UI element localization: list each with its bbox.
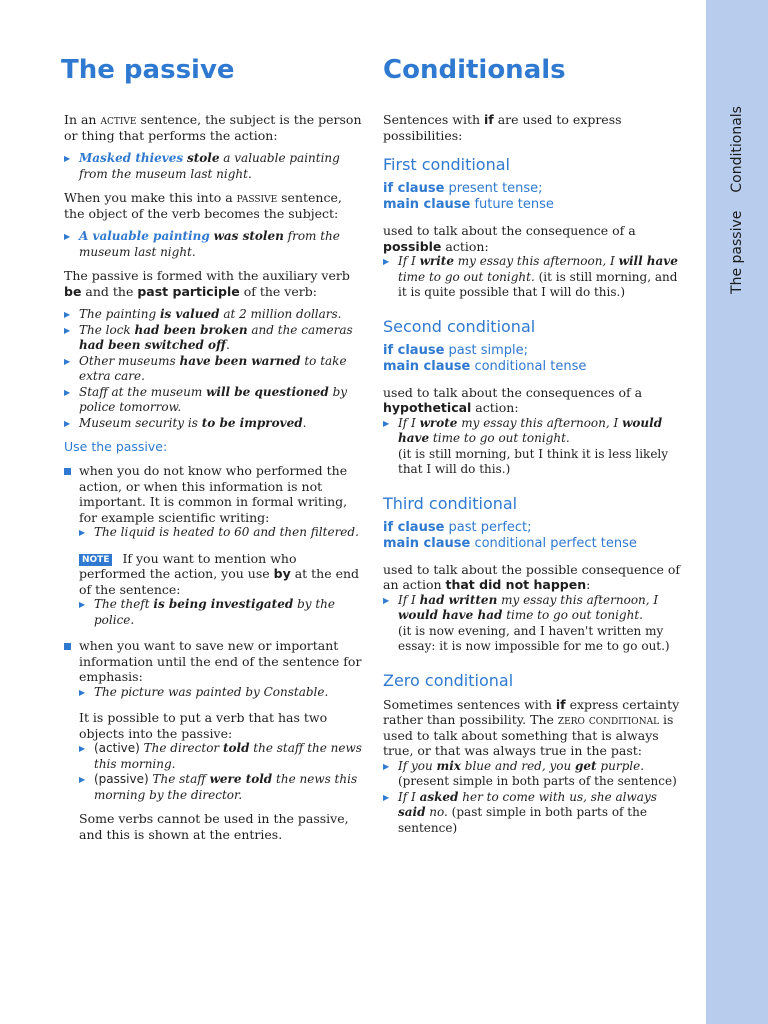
zero-example-1: ▶ If you mix blue and red, you get purple. (present simple in both parts of the sentence)	[383, 759, 683, 790]
side-tab-label	[729, 106, 745, 294]
third-example: ▶ If I had written my essay this afternoon, I would have had time to go out tonight. (it is now evening, and I haven't written my essay: it is now impossible for me to go out.)	[383, 593, 683, 655]
use-passive-heading: Use the passive:	[64, 439, 168, 454]
passive-para-2: When you make this into a passive sentence, the object of the verb becomes the subject:	[64, 190, 342, 221]
third-conditional-heading: Third conditional	[383, 493, 518, 513]
example-list-item: ▶ Other museums have been warned to take extra care.	[64, 354, 366, 385]
example-list-item: ▶ Museum security is to be improved.	[64, 416, 366, 432]
first-main-clause: main clause future tense	[383, 197, 554, 212]
second-description: used to talk about the consequences of a hypothetical action:	[383, 384, 643, 415]
use-bullet-2-text: when you want to save new or important information until the end of the sentence for emphasis:	[79, 638, 362, 684]
conditionals-column	[383, 52, 683, 836]
passive-column	[61, 52, 366, 850]
example-passive: ▶ A valuable painting was stolen from the museum last night.	[64, 229, 366, 260]
zero-description: Sometimes sentences with if express certainty rather than possibility. The zero conditional is used to talk about something that is always true, or that was always true in the past:	[383, 696, 680, 758]
note-badge: NOTE	[79, 554, 112, 566]
passive-title: The passive	[61, 55, 235, 85]
second-example: ▶ If I wrote my essay this afternoon, I would have time to go out tonight. (it is still morning, but I think it is less likely that I will do this.)	[383, 416, 683, 478]
use-bullet-2	[64, 638, 366, 700]
example-active: ▶ Masked thieves stole a valuable painting from the museum last night.	[64, 151, 366, 182]
third-if-clause: if clause past perfect;	[383, 519, 532, 535]
first-description: used to talk about the consequence of a possible action:	[383, 223, 636, 254]
use-bullet-1	[64, 463, 366, 541]
use-bullet-1-text: when you do not know who performed the action, or when this information is not important. It is common in formal writing, for example scientific writing:	[79, 463, 348, 525]
side-label-conditionals: Conditionals	[729, 106, 745, 193]
first-if-clause: if clause present tense;	[383, 181, 543, 196]
first-conditional-heading: First conditional	[383, 155, 510, 174]
side-label-passive: The passive	[729, 210, 745, 294]
third-description: used to talk about the possible consequence of an action that did not happen:	[383, 561, 680, 592]
passive-para-3: The passive is formed with the auxiliary verb be and the past participle of the verb:	[64, 268, 350, 299]
example-two-objects-active: ▶ (active) The director told the staff the news this morning.	[79, 741, 366, 772]
example-list-item: ▶ The painting is valued at 2 million dollars.	[64, 307, 366, 323]
first-example: ▶ If I write my essay this afternoon, I will have time to go out tonight. (it is still morning, and it is quite possible that I will do this.)	[383, 254, 683, 301]
conditionals-intro: Sentences with if are used to express possibilities:	[383, 112, 622, 143]
conditionals-title: Conditionals	[383, 55, 566, 85]
use-bullet-1-example: ▶ The liquid is heated to 60 and then filtered.	[79, 525, 366, 541]
second-conditional-heading: Second conditional	[383, 316, 536, 336]
zero-example-2: ▶ If I asked her to come with us, she always said no. (past simple in both parts of the sentence)	[383, 790, 683, 837]
second-if-clause: if clause past simple;	[383, 342, 529, 358]
zero-conditional-heading: Zero conditional	[383, 670, 514, 690]
passive-final-note: Some verbs cannot be used in the passive, and this is shown at the entries.	[79, 811, 349, 842]
second-main-clause: main clause conditional tense	[383, 358, 587, 374]
note-block: NOTE If you want to mention who performed the action, you use by at the end of the sentence: ▶ The theft is being investigated by the police.	[79, 551, 366, 629]
example-two-objects-passive: ▶ (passive) The staff were told the news this morning by the director.	[79, 772, 366, 803]
note-example: ▶ The theft is being investigated by the police.	[79, 597, 366, 628]
use-bullet-2-example: ▶ The picture was painted by Constable.	[79, 685, 366, 701]
passive-intro: In an active sentence, the subject is the person or thing that performs the action:	[64, 112, 362, 143]
example-list-item: ▶ The lock had been broken and the cameras had been switched off.	[64, 323, 366, 354]
two-objects-text: It is possible to put a verb that has two objects into the passive:	[79, 710, 328, 741]
third-main-clause: main clause conditional perfect tense	[383, 535, 637, 551]
example-list-item: ▶ Staff at the museum will be questioned by police tomorrow.	[64, 385, 366, 416]
